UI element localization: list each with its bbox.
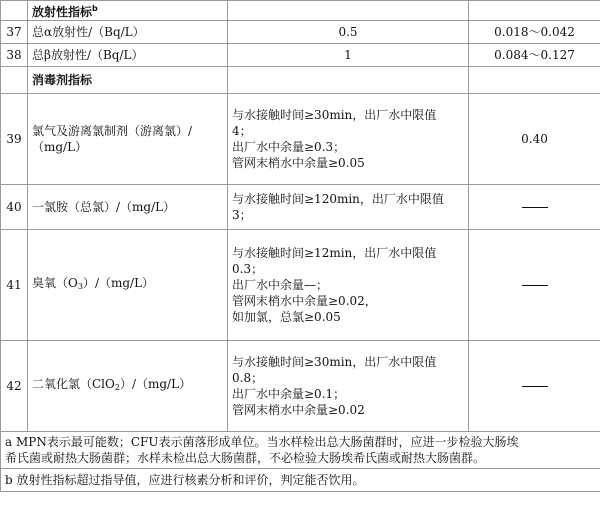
no-value-dash — [469, 185, 600, 230]
contact-requirement: 与水接触时间≥12min，出厂水中限值 0.3； 出厂水中余量—； 管网末梢水中余量≥0.02， 如加氯，总氯≥0.05 — [228, 230, 469, 341]
table-row-40 — [1, 185, 600, 230]
no-value-dash — [469, 341, 600, 432]
indicator-name: 氯气及游离氯制剂（游离氯）/ （mg/L） — [28, 94, 228, 185]
row-number: 42 — [1, 341, 28, 432]
indicator-limit: 0.084～0.127 — [469, 44, 600, 67]
empty-cell — [469, 67, 600, 94]
table-row-42 — [1, 341, 600, 432]
footnote-mark-b: b — [92, 4, 98, 13]
section-row-disinfectant — [1, 67, 600, 94]
row-number: 37 — [1, 21, 28, 44]
empty-cell — [228, 1, 469, 21]
row-number: 39 — [1, 94, 28, 185]
contact-requirement: 与水接触时间≥120min，出厂水中限值 3； — [228, 185, 469, 230]
indicator-limit: 0.018～0.042 — [469, 21, 600, 44]
footnote-b: b 放射性指标超过指导值，应进行核素分析和评价，判定能否饮用。 — [1, 469, 600, 492]
indicator-value: 1 — [228, 44, 469, 67]
table-row-39 — [1, 94, 600, 185]
empty-cell — [1, 67, 28, 94]
table-row-38 — [1, 44, 600, 67]
footnote-a: a MPN表示最可能数；CFU表示菌落形成单位。当水样检出总大肠菌群时，应进一步检验大肠埃 希氏菌或耐热大肠菌群；水样未检出总大肠菌群，不必检验大肠埃希氏菌或耐热大肠菌群。 — [1, 432, 600, 469]
indicator-name: 臭氧$(O_3)/(mg/L)$ — [28, 230, 228, 341]
footnote-row-a — [1, 432, 600, 469]
contact-requirement: 与水接触时间≥30min，出厂水中限值 0.8； 出厂水中余量≥0.1； 管网末梢水中余量≥0.02 — [228, 341, 469, 432]
indicator-name: 总α放射性/（Bq/L） — [28, 21, 228, 44]
row-number: 40 — [1, 185, 28, 230]
footnote-row-b — [1, 469, 600, 492]
empty-cell — [1, 1, 28, 21]
indicator-name: 总β放射性/（Bq/L） — [28, 44, 228, 67]
indicator-value: 0.5 — [228, 21, 469, 44]
indicator-name: 一氯胺（总氯）/（mg/L） — [28, 185, 228, 230]
contact-requirement: 与水接触时间≥30min，出厂水中限值 4； 出厂水中余量≥0.3； 管网末梢水中余量≥0.05 — [228, 94, 469, 185]
indicator-value: 0.40 — [469, 94, 600, 185]
section-row-radioactive — [1, 1, 600, 21]
section-title-radioactive: 放射性指标$^b$ — [28, 1, 228, 21]
section-title-disinfectant: 消毒剂指标 — [28, 67, 228, 94]
table-row-37 — [1, 21, 600, 44]
empty-cell — [469, 1, 600, 21]
no-value-dash — [469, 230, 600, 341]
indicator-name: 二氧化氯（ClO$_2$）/（mg/L） — [28, 341, 228, 432]
row-number: 41 — [1, 230, 28, 341]
empty-cell — [228, 67, 469, 94]
table-row-41 — [1, 230, 600, 341]
row-number: 38 — [1, 44, 28, 67]
